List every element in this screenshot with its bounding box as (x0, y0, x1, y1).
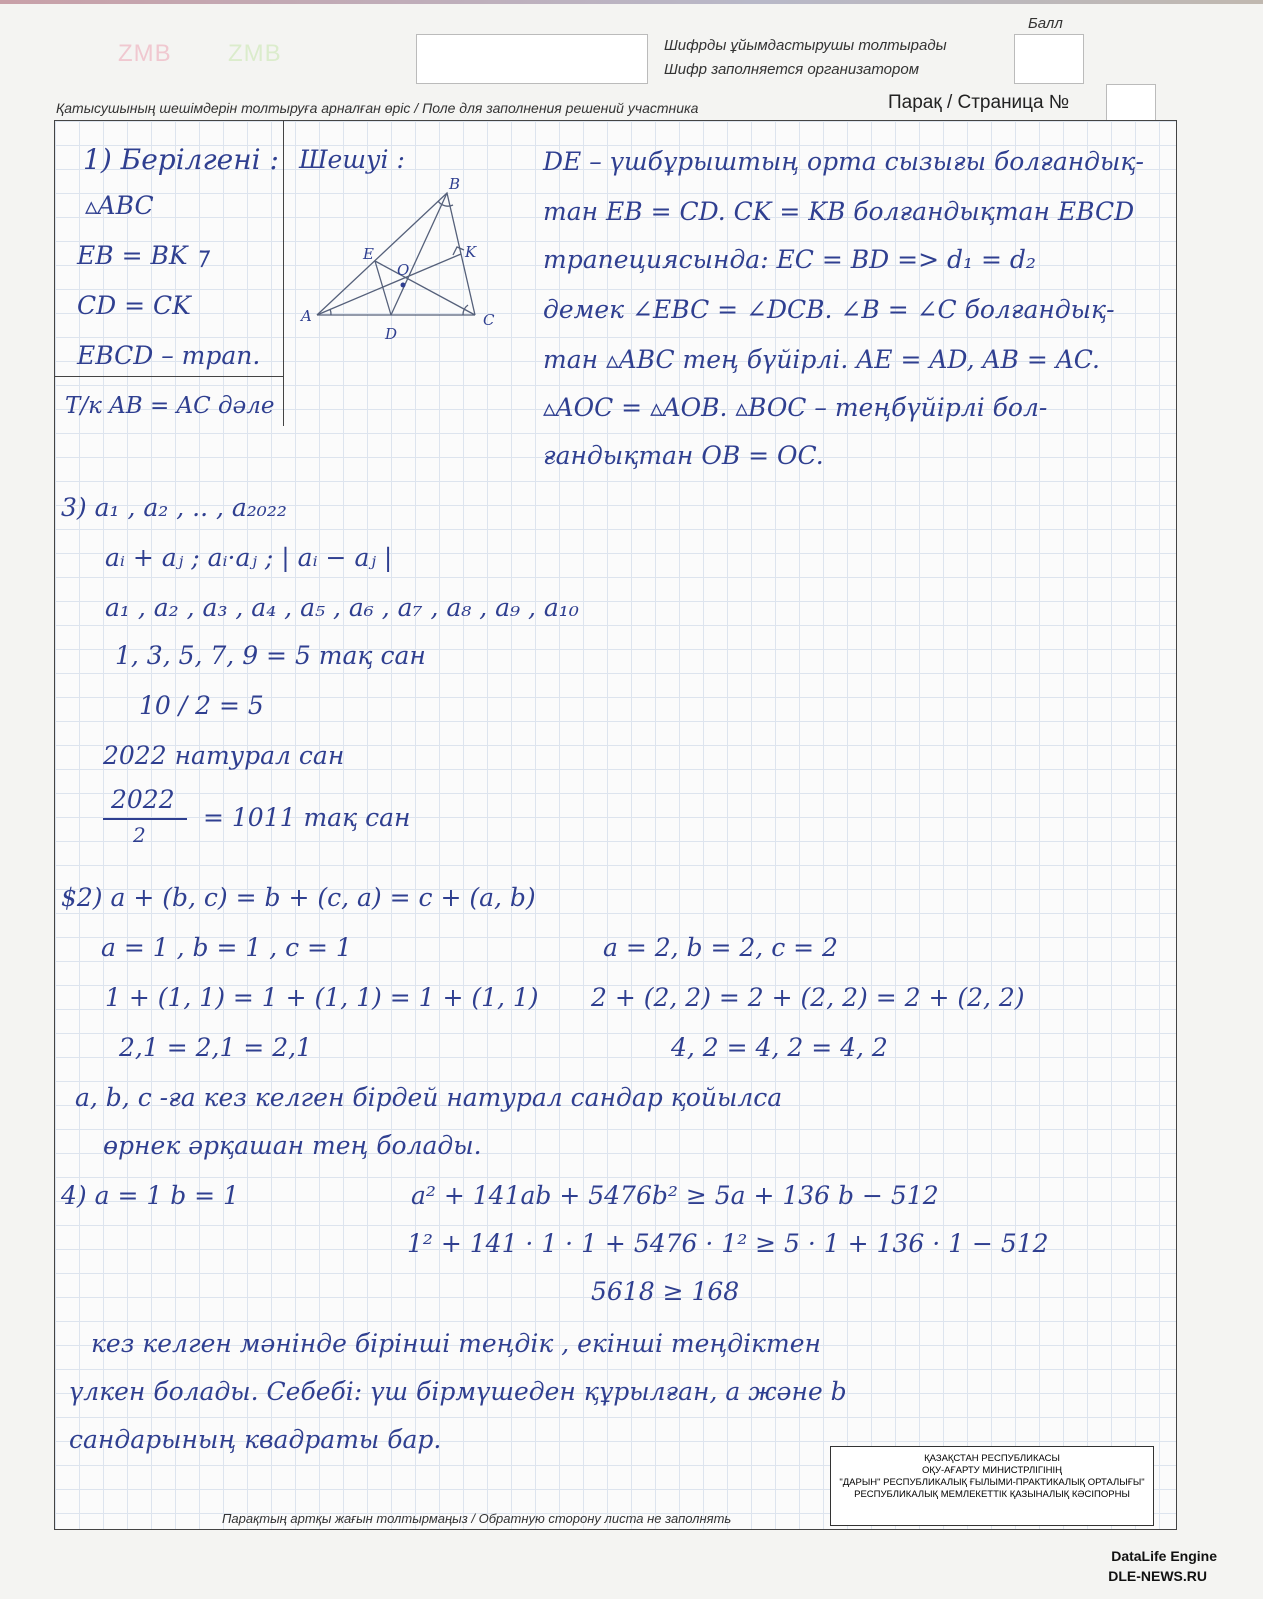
top-color-strip (0, 0, 1263, 4)
p4-line: кез келген мәнінде бірінші теңдік , екінші теңдіктен (91, 1329, 821, 1358)
p2-line: $2) a + (b, c) = b + (c, a) = c + (a, b) (61, 883, 536, 912)
label-k: K (465, 243, 477, 261)
label-c: C (483, 311, 495, 329)
faint-logo-1: ZMB (118, 40, 172, 67)
p2-line: 4, 2 = 4, 2 = 4, 2 (671, 1033, 888, 1062)
stamp-line: "ДАРЫН" РЕСПУБЛИКАЛЫҚ ҒЫЛЫМИ-ПРАКТИКАЛЫҚ ОРТАЛЫҒЫ" (839, 1477, 1145, 1488)
p2-line: a = 2, b = 2, c = 2 (603, 933, 838, 962)
right-angle-mark (453, 247, 464, 255)
triangle-abc-outline (317, 193, 475, 315)
p2-line: a = 1 , b = 1 , c = 1 (101, 933, 352, 962)
p4-line: сандарының квадраты бар. (69, 1425, 442, 1454)
p4-line: 4) a = 1 b = 1 (61, 1181, 239, 1210)
segment-ak (317, 254, 461, 315)
answer-sheet (54, 120, 1177, 1530)
p3-fraction-numerator: 2022 (111, 785, 175, 814)
solution-line: трапециясында: EC = BD => d₁ = d₂ (543, 245, 1036, 274)
p3-line: 3) a₁ , a₂ , .. , a₂₀₂₂ (61, 493, 287, 522)
page-number-box[interactable] (1106, 84, 1156, 122)
score-label: Балл (1028, 15, 1063, 32)
given-title: 1) Берілгені : (83, 143, 279, 176)
given-line: ▵ABC (85, 191, 154, 220)
footer-note: Парақтың артқы жағын толтырмаңыз / Обратную сторону листа не заполнять (222, 1511, 732, 1526)
cipher-label-ru: Шифр заполняется организатором (664, 61, 919, 78)
p4-line: 5618 ≥ 168 (591, 1277, 740, 1306)
cipher-box[interactable] (416, 34, 648, 84)
label-d: D (385, 325, 398, 343)
given-line: EB = BK ⁊ (77, 241, 208, 270)
solution-line: демек ∠EBC = ∠DCB. ∠B = ∠C болғандық- (543, 295, 1115, 324)
label-e: E (363, 245, 374, 263)
p2-line: өрнек әрқашан тең болады. (103, 1131, 482, 1160)
point-o (401, 283, 406, 288)
watermark-line-1: DataLife Engine (1111, 1548, 1217, 1564)
given-line: EBCD – трап. (77, 341, 261, 370)
angle-mark-a (330, 309, 331, 315)
cipher-label-kz: Шифрды ұйымдастырушы толтырады (664, 37, 947, 54)
label-o: O (397, 261, 410, 279)
angle-mark-b (438, 201, 453, 206)
p3-line: 1, 3, 5, 7, 9 = 5 тақ сан (115, 641, 426, 670)
p3-line: aᵢ + aⱼ ; aᵢ·aⱼ ; | aᵢ − aⱼ | (105, 543, 393, 572)
stamp-line: ҚАЗАҚСТАН РЕСПУБЛИКАСЫ (924, 1453, 1060, 1464)
p4-line: үлкен болады. Себебі: үш бірмүшеден құрылған, a және b (69, 1377, 847, 1406)
prove-statement: Т/к AB = AC дәле (65, 393, 275, 419)
triangle-figure (293, 169, 513, 349)
solution-line: DE – үшбұрыштың орта сызығы болғандық- (543, 147, 1144, 176)
watermark-line-2: DLE-NEWS.RU (1108, 1568, 1207, 1584)
organization-stamp (830, 1446, 1154, 1526)
p3-line: 2022 натурал сан (103, 741, 345, 770)
p4-line: 1² + 141 · 1 · 1 + 5476 · 1² ≥ 5 · 1 + 136 · 1 − 512 (407, 1229, 1049, 1258)
faint-logo-2: ZMB (228, 40, 282, 67)
p2-line: 2,1 = 2,1 = 2,1 (119, 1033, 312, 1062)
solution-line: ▵AOC = ▵AOB. ▵BOC – теңбүйірлі бол- (543, 393, 1048, 422)
p4-line: a² + 141ab + 5476b² ≥ 5a + 136 b − 512 (411, 1181, 939, 1210)
score-box[interactable] (1014, 34, 1084, 84)
segment-bd (391, 193, 447, 315)
given-line: CD = CK (77, 291, 191, 320)
solution-title: Шешуі : (299, 145, 405, 174)
segment-ed (375, 261, 391, 315)
solution-line: тан EB = CD. CK = KB болғандықтан EBCD (543, 197, 1135, 226)
p2-line: 1 + (1, 1) = 1 + (1, 1) = 1 + (1, 1) (105, 983, 539, 1012)
label-b: B (449, 175, 461, 193)
p3-fraction-bar (103, 818, 187, 820)
given-divider-horizontal (55, 376, 283, 377)
p3-fraction-denominator: 2 (133, 823, 146, 847)
given-divider-vertical (283, 121, 284, 426)
p3-line: a₁ , a₂ , a₃ , a₄ , a₅ , a₆ , a₇ , a₈ , a₉ , a₁₀ (105, 593, 579, 622)
p2-line: a, b, c -ға кез келген бірдей натурал сандар қойылса (75, 1083, 783, 1112)
p2-line: 2 + (2, 2) = 2 + (2, 2) = 2 + (2, 2) (591, 983, 1025, 1012)
solution-line: ғандықтан OB = OC. (543, 441, 824, 470)
p3-line: 10 / 2 = 5 (139, 691, 264, 720)
stamp-line: РЕСПУБЛИКАЛЫҚ МЕМЛЕКЕТТІК ҚАЗЫНАЛЫҚ КӘСІПОРНЫ (854, 1489, 1130, 1500)
p3-fraction-result: = 1011 тақ сан (203, 803, 411, 832)
label-a: A (301, 307, 312, 325)
field-title: Қатысушының шешімдерін толтыруға арналған өріс / Поле для заполнения решений участника (56, 100, 699, 116)
page-number-label: Парақ / Страница № (888, 92, 1070, 113)
solution-line: тан ▵ABC тең бүйірлі. AE = AD, AB = AC. (543, 345, 1100, 374)
stamp-line: ОҚУ-АҒАРТУ МИНИСТРЛІГІНІҢ (922, 1465, 1062, 1476)
